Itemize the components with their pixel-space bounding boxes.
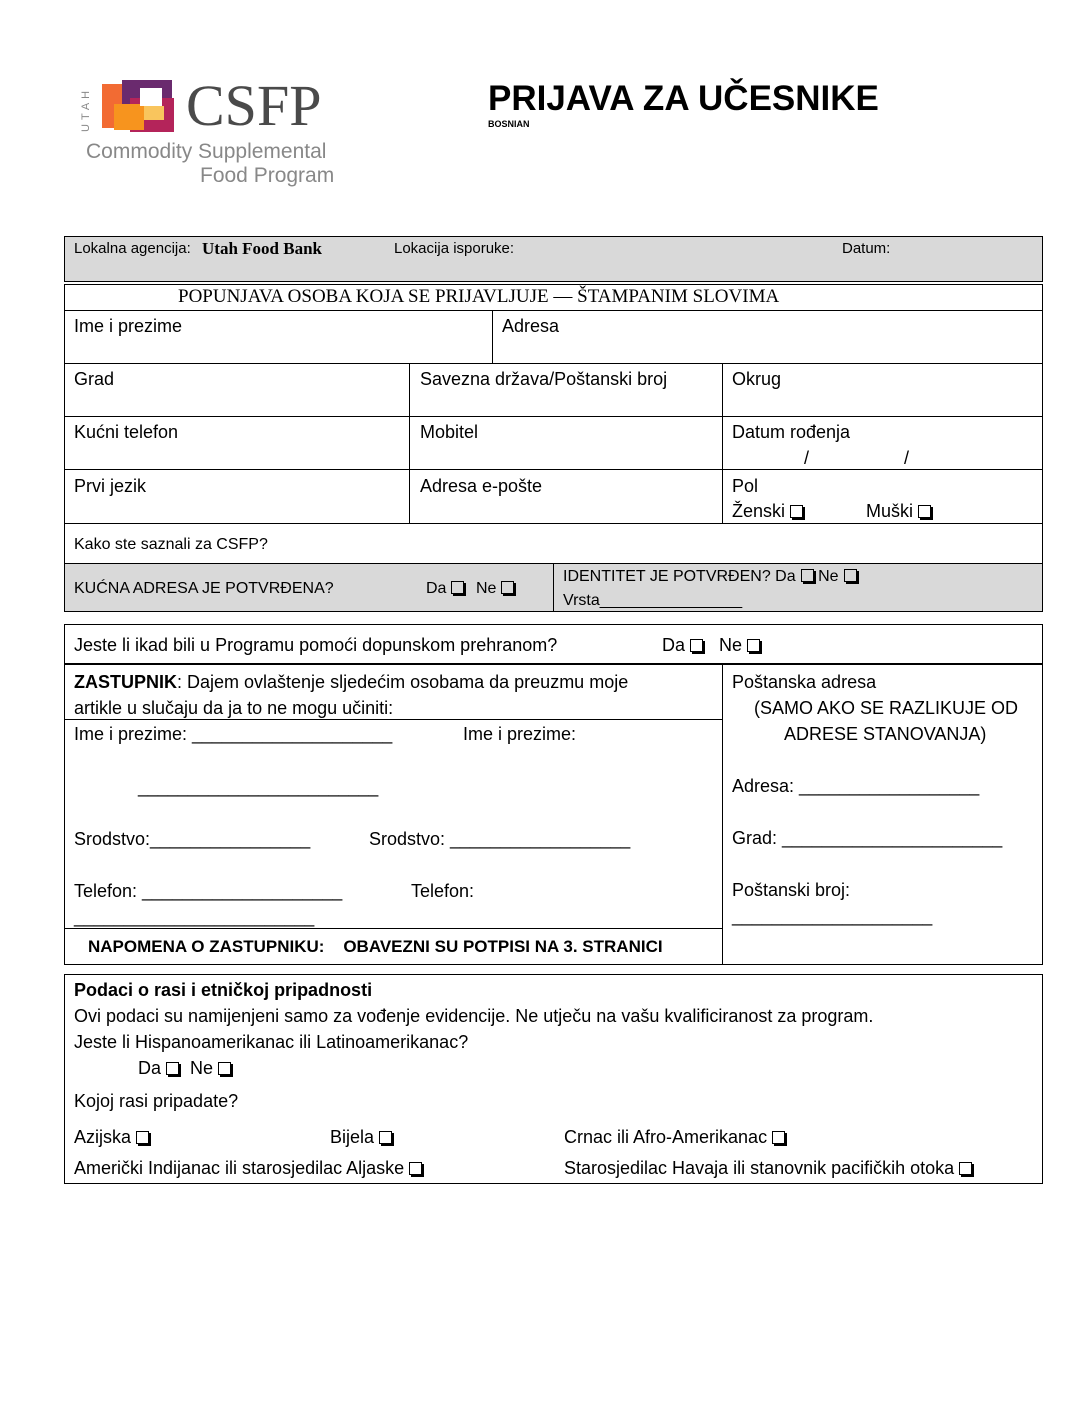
proxy-name2-field[interactable]: Ime i prezime: [463,724,577,744]
asian-checkbox[interactable] [136,1131,149,1144]
race-pacific[interactable] [564,1157,972,1179]
dob-separator: / [904,448,910,468]
dob-field[interactable]: Datum rođenja [732,422,851,442]
address-field[interactable]: Adresa [502,316,560,336]
yes-label: Da [662,635,686,655]
logo-line2: Food Program [200,164,335,187]
proxy-name1-field[interactable]: Ime i prezime: ____________________ [74,724,393,744]
yes-checkbox[interactable] [451,581,464,594]
identity-verified[interactable] [563,566,857,588]
proxy-text1: : Dajem ovlaštenje sljedećim osobama da preuzmu moje [177,672,629,692]
identity-type[interactable]: Vrsta________________ [563,592,743,609]
race-asian[interactable] [74,1126,149,1148]
proxy-name2-line[interactable]: ________________________ [138,777,379,797]
yes-checkbox[interactable] [166,1062,179,1075]
yes-checkbox[interactable] [690,639,703,652]
no-label: Ne [190,1058,214,1078]
name-field[interactable]: Ime i prezime [74,316,183,336]
black-checkbox[interactable] [772,1131,785,1144]
page-title: PRIJAVA ZA UČESNIKE [488,79,879,118]
language-label: BOSNIAN [488,119,530,129]
no-checkbox[interactable] [501,581,514,594]
agency-label: Lokalna agencija: [74,240,191,257]
mailing-note1: (SAMO AKO SE RAZLIKUJE OD [754,698,1019,718]
location-label: Lokacija isporuke: [394,240,515,257]
race-white[interactable] [330,1126,392,1148]
logo-mark-icon [100,78,186,136]
identity-yes-checkbox[interactable] [801,569,814,582]
identity-label: IDENTITET JE POTVRĐEN? Da [563,568,796,585]
program-no[interactable] [719,634,760,656]
female-checkbox[interactable] [790,505,803,518]
yes-label: Da [426,580,447,597]
white-checkbox[interactable] [379,1131,392,1144]
male-checkbox[interactable] [918,505,931,518]
native-american-label: Američki Indijanac ili starosjedilac Aljaske [74,1158,405,1178]
mailing-zip-line[interactable]: ____________________ [732,906,933,926]
home-phone-field[interactable]: Kućni telefon [74,422,179,442]
race-black[interactable] [564,1126,785,1148]
asian-label: Azijska [74,1127,132,1147]
white-label: Bijela [330,1127,375,1147]
mailing-note2: ADRESE STANOVANJA) [784,724,987,744]
female-label: Ženski [732,501,786,521]
female-option[interactable] [732,500,803,522]
dob-separator: / [804,448,810,468]
male-label: Muški [866,501,914,521]
identity-no-checkbox[interactable] [844,569,857,582]
pacific-checkbox[interactable] [959,1162,972,1175]
native-american-checkbox[interactable] [409,1162,422,1175]
no-label: Ne [719,635,743,655]
state-zip-field[interactable]: Savezna država/Poštanski broj [420,369,668,389]
county-field[interactable]: Okrug [732,369,782,389]
hispanic-no[interactable] [190,1057,231,1079]
no-label: Ne [476,580,497,597]
program-history-question: Jeste li ikad bili u Programu pomoći dopunskom prehranom? [74,635,558,655]
agency-value: Utah Food Bank [202,239,322,258]
proxy-title: ZASTUPNIK [74,672,177,692]
proxy-phone2-line[interactable]: ________________________ [74,907,315,927]
logo-acronym: CSFP [186,73,322,138]
mailing-city-field[interactable]: Grad: ______________________ [732,828,1003,848]
home-address-verified: KUĆNA ADRESA JE POTVRĐENA? [74,580,334,597]
logo-state-text: UTAH [80,86,92,132]
proxy-note: NAPOMENA O ZASTUPNIKU: OBAVEZNI SU POTPISI NA 3. STRANICI [88,937,663,956]
proxy-relation1-field[interactable]: Srodstvo:________________ [74,829,311,849]
how-heard-field[interactable]: Kako ste saznali za CSFP? [74,536,268,553]
date-label: Datum: [842,240,891,257]
home-address-yes[interactable] [426,578,464,600]
logo-line1: Commodity Supplemental [86,140,327,163]
logo [80,73,344,194]
black-label: Crnac ili Afro-Amerikanac [564,1127,768,1147]
mailing-zip-field[interactable]: Poštanski broj: [732,880,851,900]
yes-label: Da [138,1058,162,1078]
race-native-american[interactable] [74,1157,422,1179]
first-language-field[interactable]: Prvi jezik [74,476,147,496]
proxy-text [74,671,628,693]
ethnicity-title: Podaci o rasi i etničkoj pripadnosti [74,980,373,1000]
city-field[interactable]: Grad [74,369,115,389]
mobile-field[interactable]: Mobitel [420,422,479,442]
email-field[interactable]: Adresa e-pošte [420,476,543,496]
male-option[interactable] [866,500,931,522]
ethnicity-text: Ovi podaci su namijenjeni samo za vođenje evidencije. Ne utječu na vašu kvalificiranost za program. [74,1006,874,1026]
gender-label: Pol [732,476,759,496]
proxy-phone1-field[interactable]: Telefon: ____________________ [74,881,343,901]
program-yes[interactable] [662,634,703,656]
home-address-no[interactable] [476,578,514,600]
hispanic-yes[interactable] [138,1057,179,1079]
pacific-label: Starosjedilac Havaja ili stanovnik pacifičkih otoka [564,1158,955,1178]
no-checkbox[interactable] [218,1062,231,1075]
hispanic-question: Jeste li Hispanoamerikanac ili Latinoamerikanac? [74,1032,469,1052]
race-question: Kojoj rasi pripadate? [74,1091,239,1111]
mailing-title: Poštanska adresa [732,672,877,692]
proxy-phone2-field[interactable]: Telefon: [411,881,475,901]
proxy-text2: artikle u slučaju da ja to ne mogu učiniti: [74,698,394,718]
mailing-address-field[interactable]: Adresa: __________________ [732,776,980,796]
applicant-banner: POPUNJAVA OSOBA KOJA SE PRIJAVLJUJE — ŠTAMPANIM SLOVIMA [178,286,780,307]
no-checkbox[interactable] [747,639,760,652]
identity-no-label: Ne [818,568,839,585]
proxy-relation2-field[interactable]: Srodstvo: __________________ [369,829,631,849]
